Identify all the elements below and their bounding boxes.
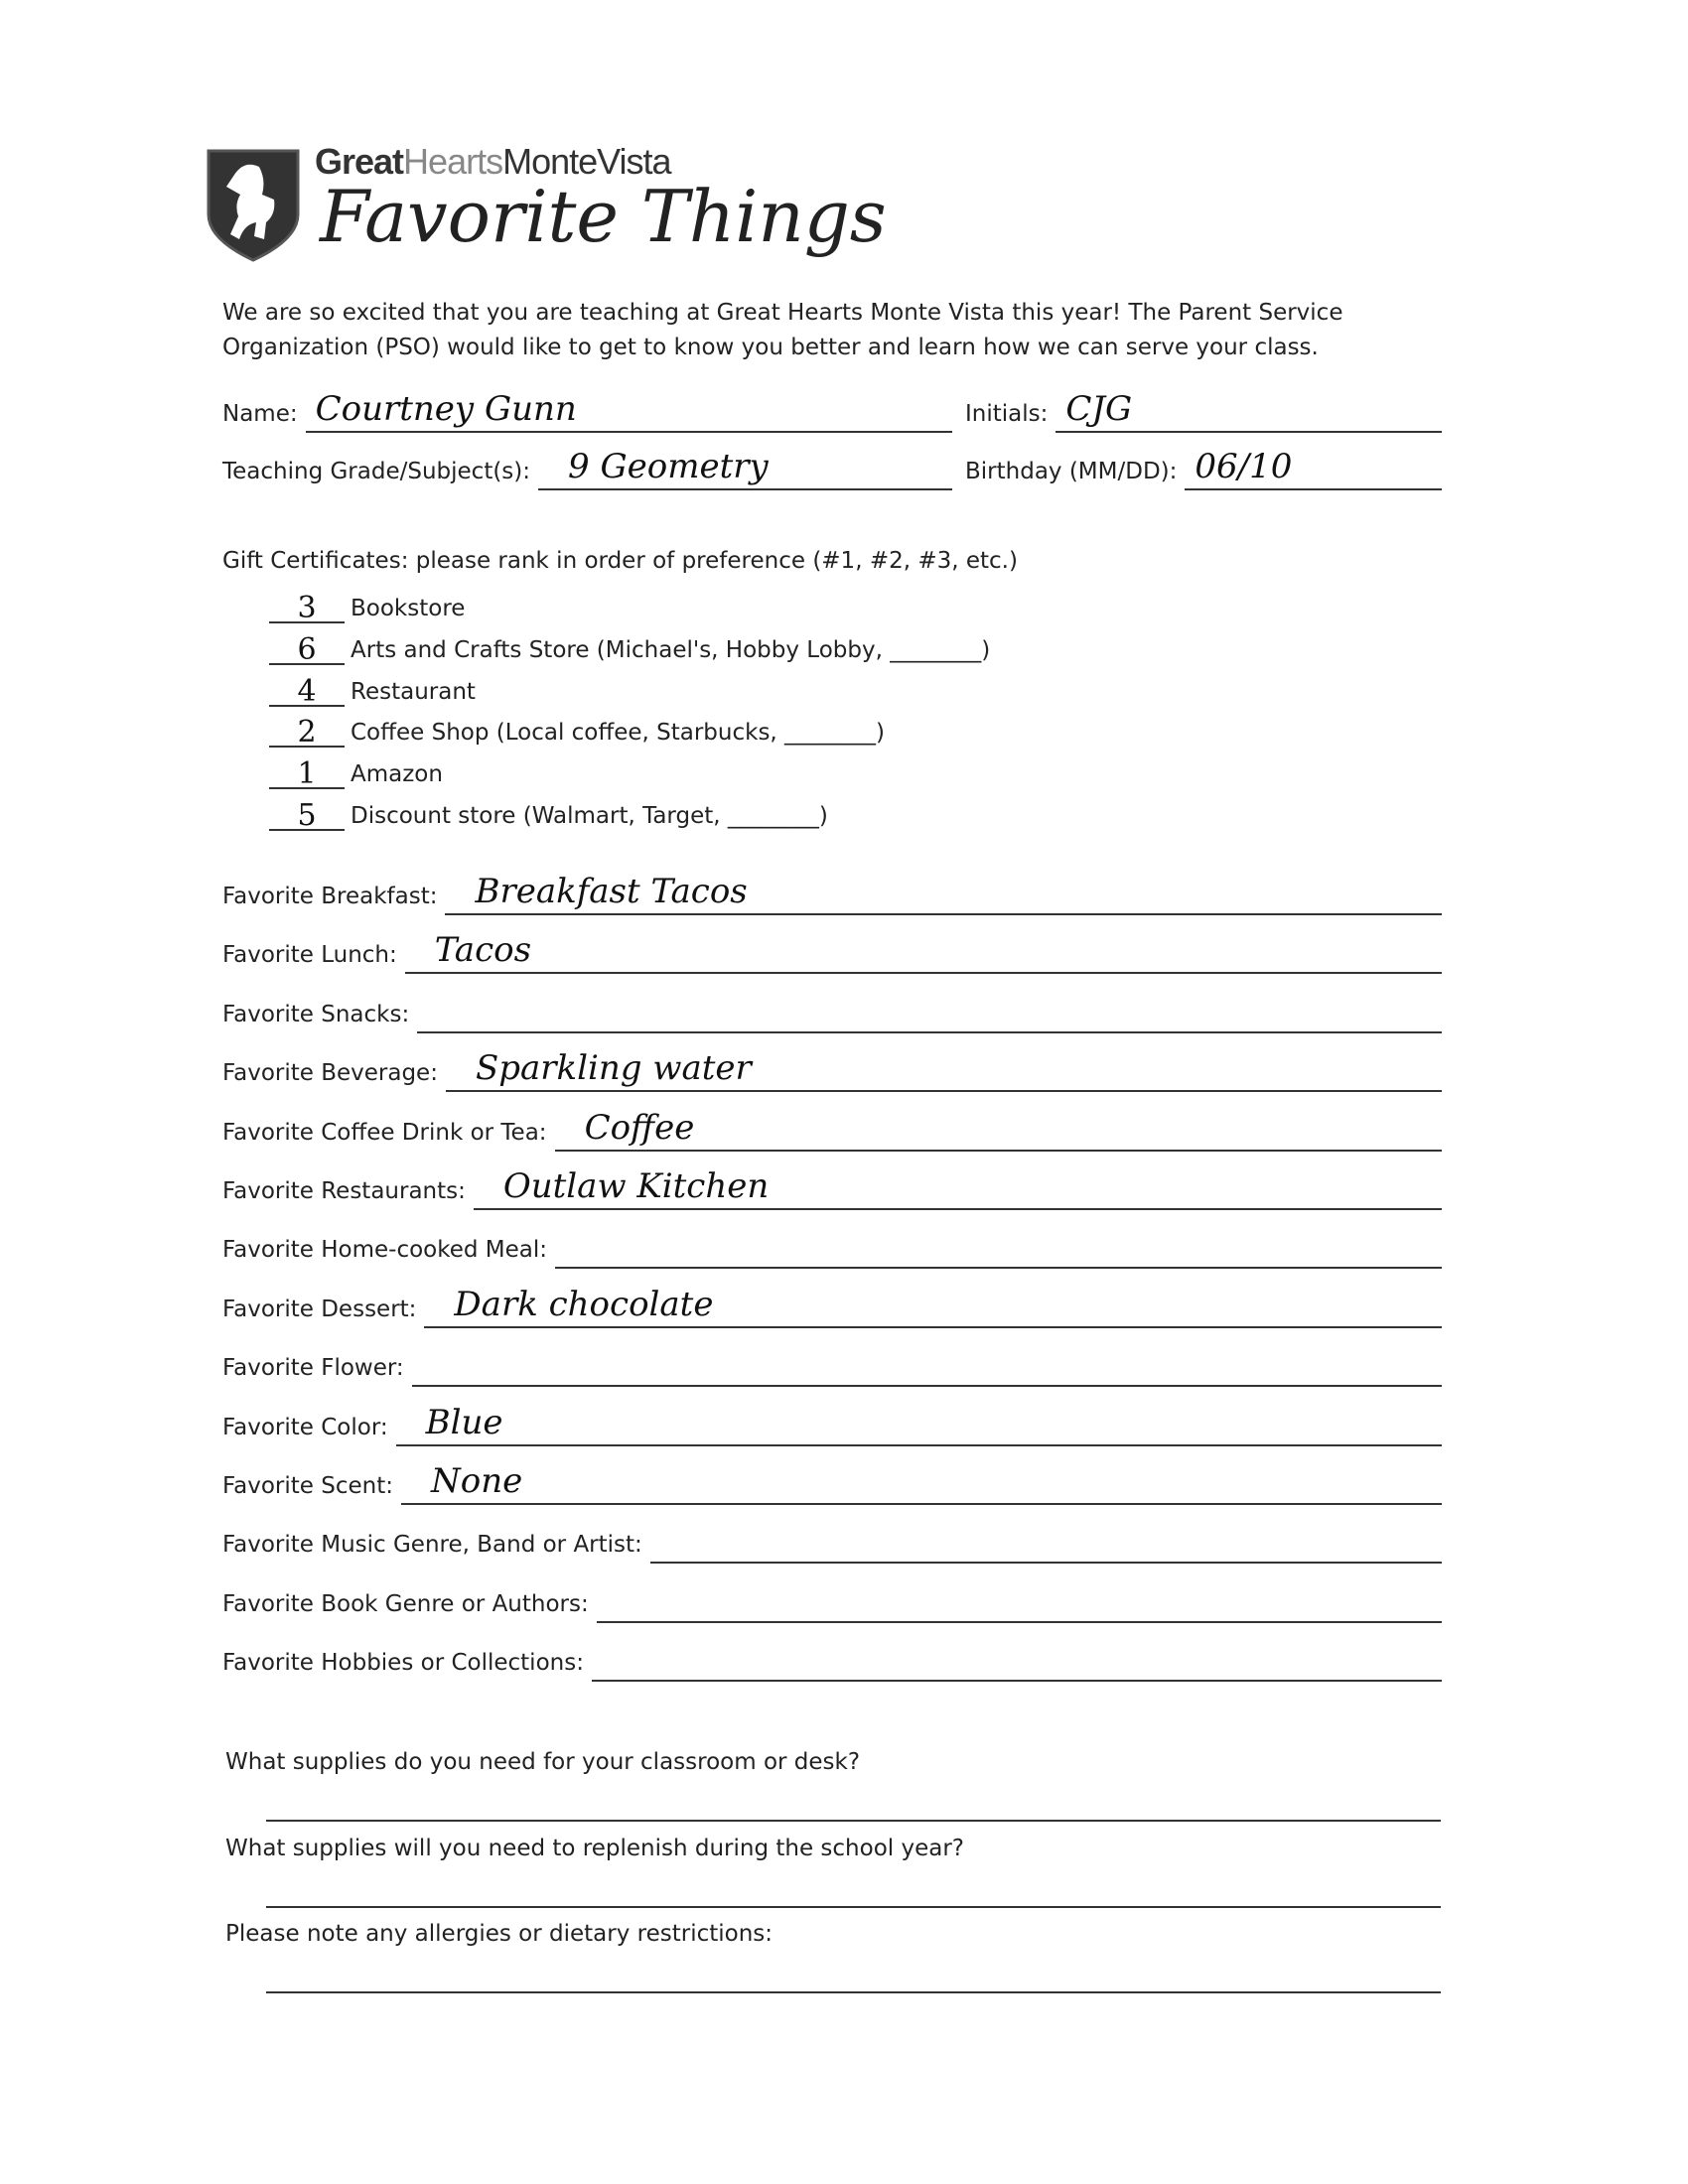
favorite-field[interactable] bbox=[555, 1223, 1442, 1269]
favorite-label: Favorite Hobbies or Collections: bbox=[222, 1650, 584, 1677]
favorite-row bbox=[222, 1048, 1442, 1092]
gift-item bbox=[269, 795, 828, 831]
favorite-row bbox=[222, 872, 1442, 915]
favorite-value: Breakfast Tacos bbox=[475, 872, 748, 911]
favorite-label: Favorite Flower: bbox=[222, 1355, 404, 1382]
question-answer-line[interactable] bbox=[266, 1820, 1441, 1822]
favorite-row bbox=[222, 1285, 1442, 1328]
favorite-label: Favorite Restaurants: bbox=[222, 1178, 466, 1204]
favorite-value: None bbox=[430, 1461, 523, 1501]
grade-value: 9 Geometry bbox=[568, 447, 769, 486]
gift-rank-field[interactable] bbox=[269, 751, 345, 792]
initials-row bbox=[965, 389, 1442, 433]
favorite-row bbox=[222, 1520, 1442, 1564]
gift-heading: Gift Certificates: please rank in order of preference (#1, #2, #3, etc.) bbox=[222, 548, 1018, 574]
brand-hearts: Hearts bbox=[403, 141, 503, 182]
question-label: What supplies do you need for your classroom or desk? bbox=[225, 1749, 861, 1775]
gift-rank: 2 bbox=[297, 715, 317, 751]
favorite-row bbox=[222, 1166, 1442, 1210]
favorite-value: Sparkling water bbox=[475, 1048, 752, 1089]
gift-rank-field[interactable] bbox=[269, 669, 345, 707]
favorite-label: Favorite Lunch: bbox=[222, 942, 397, 969]
favorite-field[interactable] bbox=[412, 1341, 1442, 1387]
grade-field[interactable] bbox=[538, 445, 952, 490]
initials-field[interactable] bbox=[1055, 387, 1442, 433]
gift-item bbox=[269, 671, 476, 707]
favorite-field[interactable] bbox=[597, 1577, 1442, 1623]
favorite-label: Favorite Snacks: bbox=[222, 1001, 410, 1027]
gift-rank: 1 bbox=[297, 756, 317, 792]
birthday-label: Birthday (MM/DD): bbox=[965, 459, 1178, 484]
birthday-row bbox=[965, 447, 1442, 490]
favorite-value: Tacos bbox=[434, 930, 532, 971]
gift-rank-field[interactable] bbox=[269, 710, 345, 751]
gift-rank-field[interactable] bbox=[269, 586, 345, 623]
favorite-field[interactable] bbox=[474, 1164, 1442, 1210]
intro-line-2: Organization (PSO) would like to get to know you better and learn how we can serve your class. bbox=[222, 335, 1319, 360]
gift-rank: 5 bbox=[297, 798, 317, 833]
gift-item bbox=[269, 588, 465, 623]
gift-label: Restaurant bbox=[351, 678, 476, 705]
name-field[interactable] bbox=[306, 387, 952, 433]
favorite-label: Favorite Coffee Drink or Tea: bbox=[222, 1119, 547, 1146]
initials-label: Initials: bbox=[965, 401, 1049, 427]
favorite-row bbox=[222, 1638, 1442, 1682]
page-title: Favorite Things bbox=[320, 175, 887, 258]
favorite-field[interactable] bbox=[424, 1283, 1442, 1328]
favorite-row bbox=[222, 1225, 1442, 1269]
favorite-value: Dark chocolate bbox=[454, 1284, 714, 1324]
gift-rank-field[interactable] bbox=[269, 627, 345, 665]
gift-rank: 3 bbox=[297, 591, 317, 625]
intro-line-1: We are so excited that you are teaching at Great Hearts Monte Vista this year! The Parent Service bbox=[222, 300, 1343, 326]
favorite-value: Blue bbox=[425, 1402, 503, 1442]
favorite-label: Favorite Home-cooked Meal: bbox=[222, 1237, 548, 1264]
lion-shield-icon bbox=[205, 145, 302, 262]
favorite-field[interactable] bbox=[417, 988, 1442, 1033]
grade-label: Teaching Grade/Subject(s): bbox=[222, 459, 531, 484]
favorite-field[interactable] bbox=[592, 1636, 1442, 1682]
question-label: What supplies will you need to replenish during the school year? bbox=[225, 1835, 964, 1861]
gift-label: Amazon bbox=[351, 761, 443, 788]
brand-montevista: MonteVista bbox=[502, 141, 671, 182]
favorite-label: Favorite Scent: bbox=[222, 1473, 393, 1499]
question-label: Please note any allergies or dietary restrictions: bbox=[225, 1921, 774, 1947]
gift-rank: 6 bbox=[297, 631, 317, 667]
favorite-field[interactable] bbox=[396, 1401, 1442, 1446]
favorite-value: Coffee bbox=[584, 1107, 695, 1148]
birthday-value: 06/10 bbox=[1195, 447, 1293, 486]
favorite-value: Outlaw Kitchen bbox=[502, 1166, 770, 1206]
favorite-field[interactable] bbox=[446, 1046, 1442, 1092]
gift-rank-field[interactable] bbox=[269, 793, 345, 831]
birthday-field[interactable] bbox=[1185, 445, 1442, 490]
gift-label: Discount store (Walmart, Target, ________) bbox=[351, 803, 828, 829]
favorite-row bbox=[222, 1461, 1442, 1505]
favorite-field[interactable] bbox=[650, 1518, 1442, 1564]
favorite-field[interactable] bbox=[555, 1106, 1442, 1152]
favorite-label: Favorite Breakfast: bbox=[222, 884, 438, 909]
name-row bbox=[222, 389, 952, 433]
favorite-row bbox=[222, 1403, 1442, 1446]
name-value: Courtney Gunn bbox=[315, 389, 577, 429]
gift-label: Coffee Shop (Local coffee, Starbucks, ________) bbox=[351, 720, 886, 747]
favorite-label: Favorite Color: bbox=[222, 1414, 388, 1440]
gift-item bbox=[269, 712, 886, 751]
favorite-label: Favorite Music Genre, Band or Artist: bbox=[222, 1532, 642, 1559]
favorite-field[interactable] bbox=[445, 870, 1442, 915]
favorite-row bbox=[222, 990, 1442, 1033]
favorite-label: Favorite Dessert: bbox=[222, 1296, 417, 1322]
name-label: Name: bbox=[222, 401, 298, 427]
gift-label: Arts and Crafts Store (Michael's, Hobby Lobby, ________) bbox=[351, 636, 991, 663]
favorite-field[interactable] bbox=[401, 1459, 1442, 1505]
favorite-label: Favorite Beverage: bbox=[222, 1060, 438, 1087]
favorite-field[interactable] bbox=[405, 928, 1442, 974]
favorite-row bbox=[222, 1579, 1442, 1623]
brand-great: Great bbox=[315, 141, 404, 182]
favorite-row bbox=[222, 1108, 1442, 1152]
favorite-label: Favorite Book Genre or Authors: bbox=[222, 1590, 589, 1617]
gift-item bbox=[269, 753, 443, 792]
question-answer-line[interactable] bbox=[266, 1991, 1441, 1993]
initials-value: CJG bbox=[1065, 389, 1133, 429]
gift-rank: 4 bbox=[297, 673, 317, 709]
gift-item bbox=[269, 629, 990, 665]
favorite-row bbox=[222, 930, 1442, 974]
gift-label: Bookstore bbox=[351, 596, 466, 621]
favorite-row bbox=[222, 1343, 1442, 1387]
question-answer-line[interactable] bbox=[266, 1906, 1441, 1908]
grade-row bbox=[222, 447, 952, 490]
